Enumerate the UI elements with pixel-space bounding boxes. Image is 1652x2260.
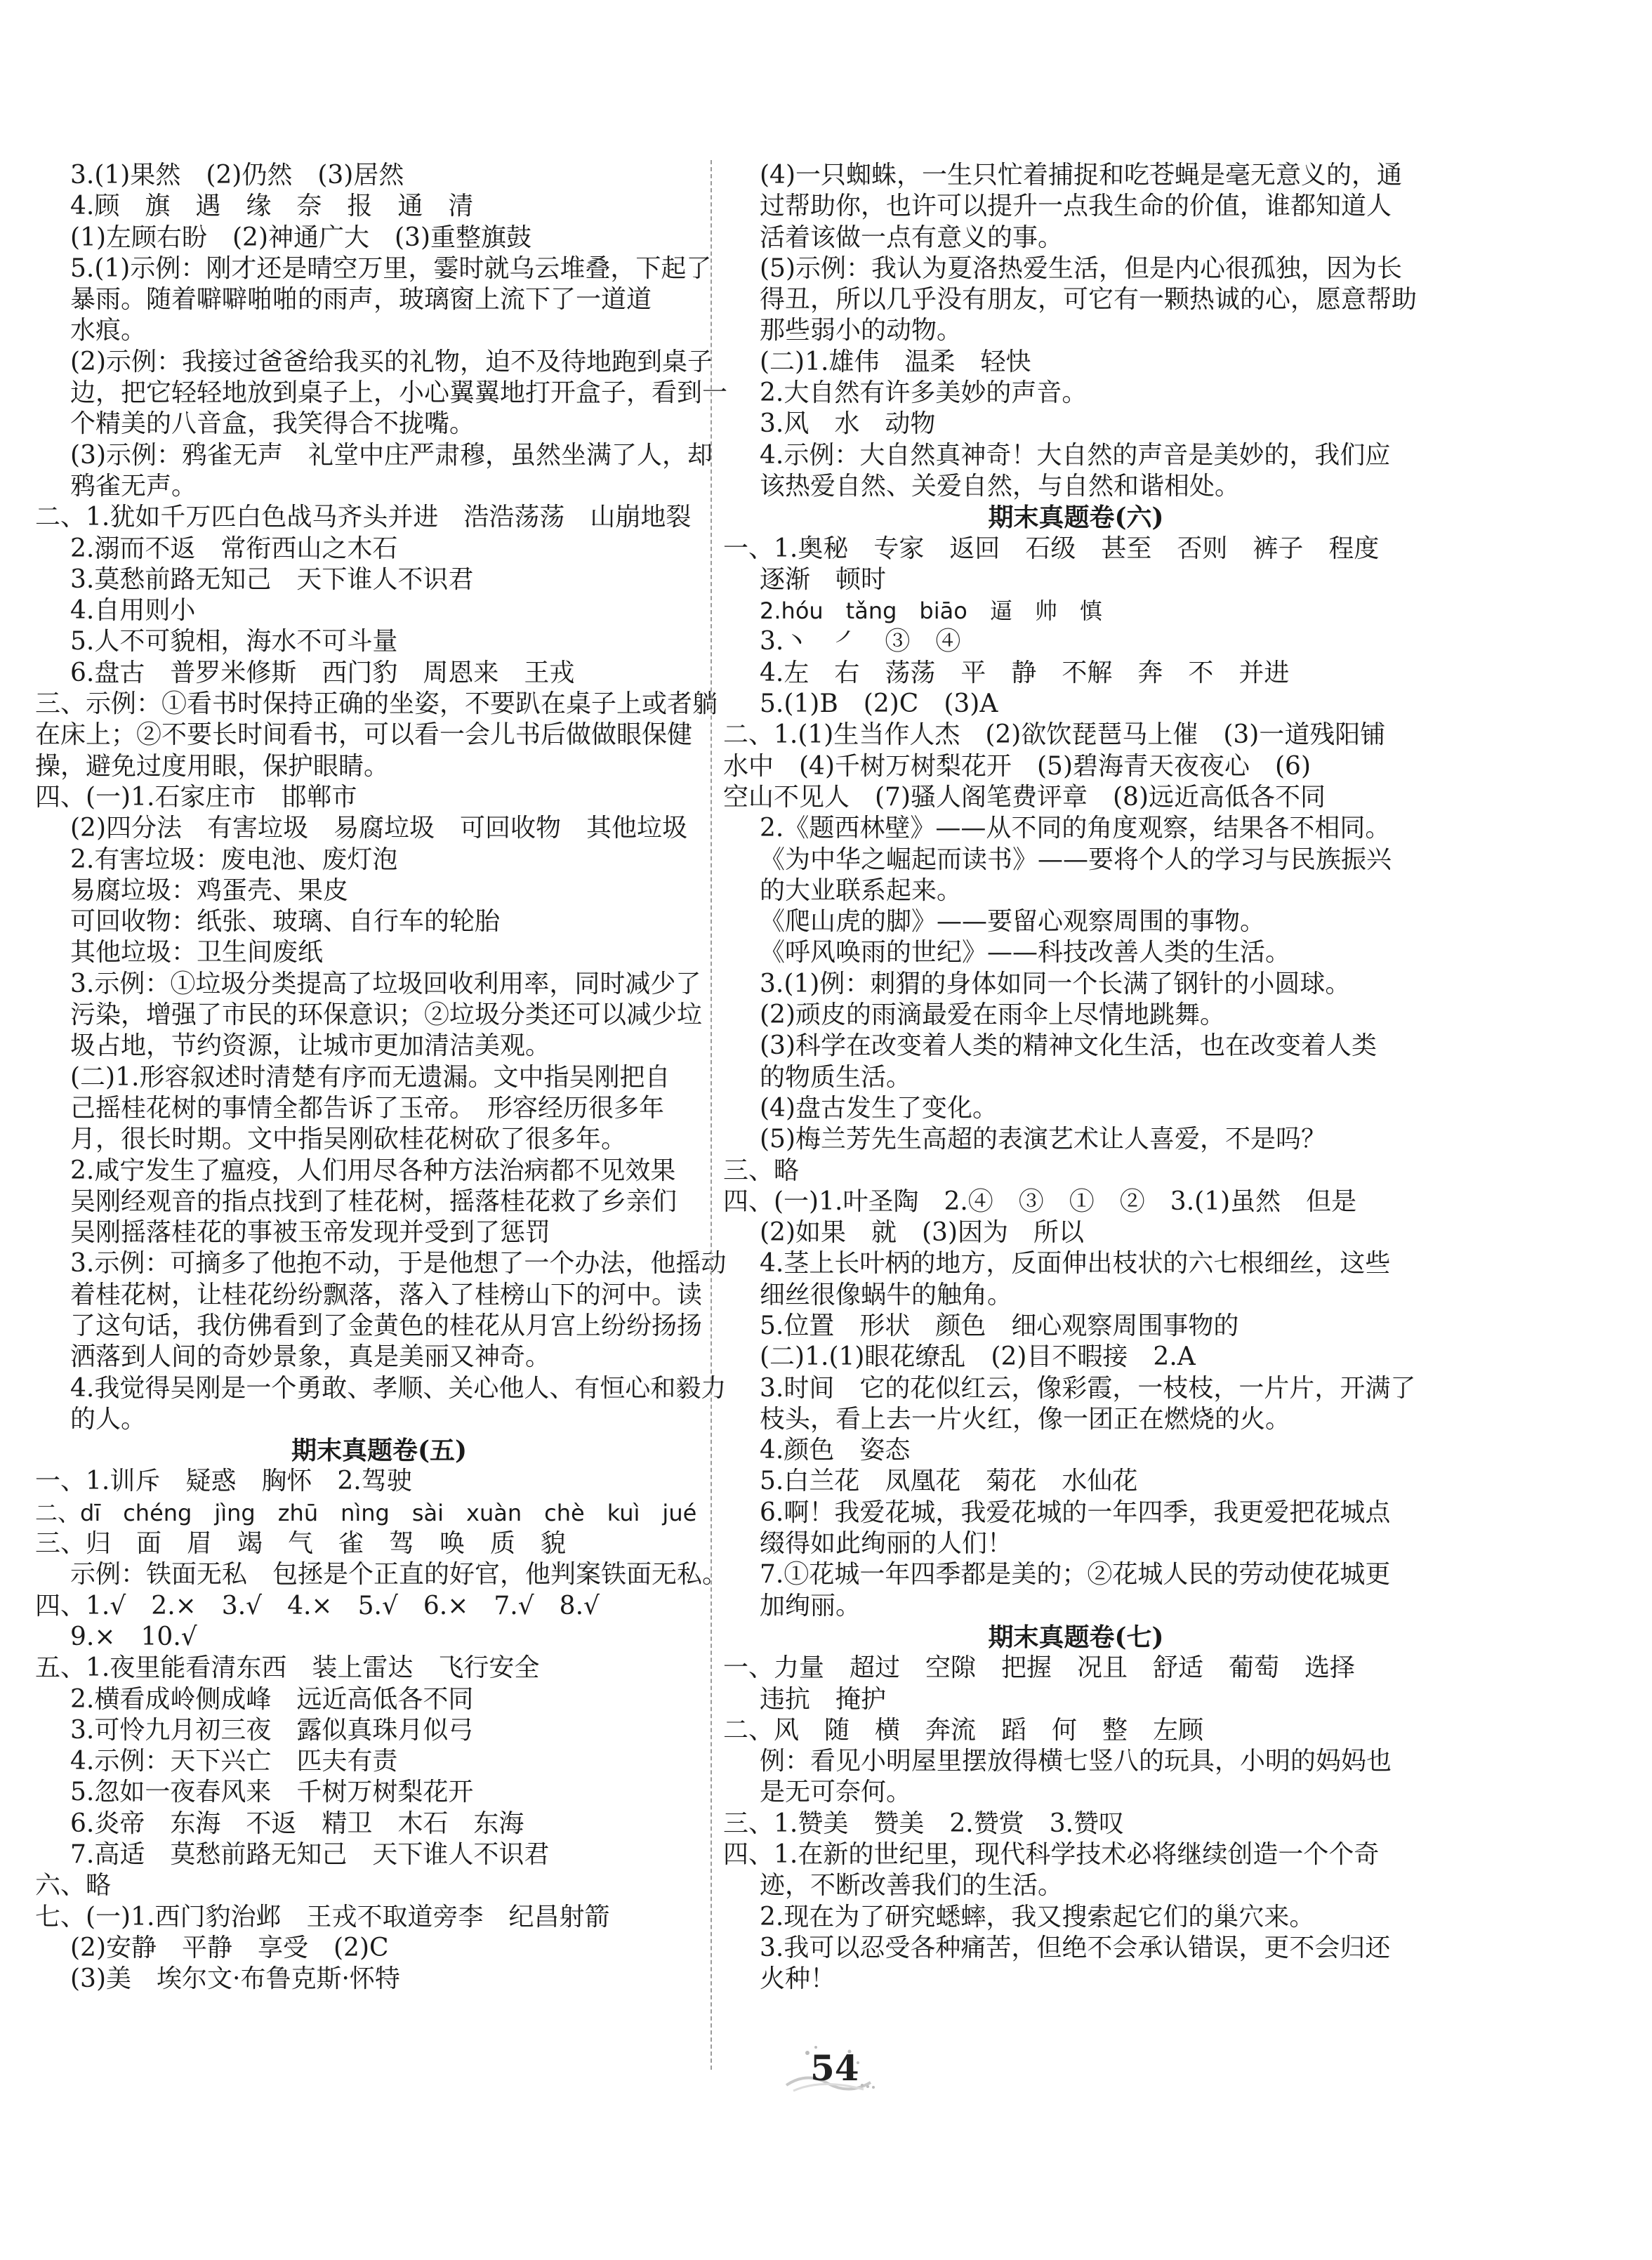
- left-answer-line: 圾占地，节约资源，让城市更加清洁美观。: [70, 1031, 551, 1061]
- left-answer-line: 操，避免过度用眼，保护眼睛。: [35, 751, 390, 781]
- right-column: [723, 160, 1457, 1995]
- right-answer-line: 一、力量 超过 空隙 把握 况且 舒适 葡萄 选择: [723, 1653, 1356, 1683]
- right-answer-line: (5)示例：我认为夏洛热爱生活，但是内心很孤独，因为长: [760, 253, 1402, 283]
- right-answer-line: (4)盘古发生了变化。: [760, 1093, 998, 1123]
- right-answer-line: 逐渐 顿时: [760, 564, 887, 594]
- left-answer-line: 2.咸宁发生了瘟疫，人们用尽各种方法治病都不见效果: [70, 1156, 676, 1185]
- right-answer-line: 违抗 掩护: [760, 1684, 887, 1714]
- left-answer-line: 4.我觉得吴刚是一个勇敢、孝顺、关心他人、有恒心和毅力: [70, 1373, 727, 1403]
- right-answer-line: 4.示例：大自然真神奇！大自然的声音是美妙的，我们应: [760, 440, 1391, 470]
- right-answer-line: 《为中华之崛起而读书》——要将个人的学习与民族振兴: [760, 845, 1392, 874]
- left-answer-line: 吴刚经观音的指点找到了桂花树，摇落桂花救了乡亲们: [70, 1187, 678, 1216]
- left-answer-line: 己摇桂花树的事情全都告诉了玉帝。 形容经历很多年: [70, 1093, 665, 1123]
- left-answer-line: 月，很长时期。文中指吴刚砍桂花树砍了很多年。: [70, 1125, 627, 1154]
- left-answer-line: 5.(1)示例：刚才还是晴空万里，霎时就乌云堆叠，下起了: [70, 253, 712, 283]
- page-number-badge: [779, 2043, 878, 2099]
- right-answer-line: 2.现在为了研究蟋蟀，我又搜索起它们的巢穴来。: [760, 1902, 1315, 1931]
- right-answer-line: 3.风 水 动物: [760, 409, 936, 439]
- left-answer-line: 5.人不可貌相，海水不可斗量: [70, 627, 398, 656]
- left-answer-line: 边，把它轻轻地放到桌子上，小心翼翼地打开盒子，看到一: [70, 378, 728, 408]
- right-answer-line: 缀得如此绚丽的人们！: [760, 1529, 1013, 1559]
- right-answer-line: 2.hóu tǎng biāo 逼 帅 慎: [760, 597, 1102, 625]
- left-answer-line: 七、(一)1.西门豹治邺 王戎不取道旁李 纪昌射箭: [35, 1902, 610, 1931]
- left-answer-line: 示例：铁面无私 包拯是个正直的好官，他判案铁面无私。: [70, 1560, 728, 1590]
- left-answer-line: 4.自用则小: [70, 596, 196, 626]
- right-answer-line: 三、1.赞美 赞美 2.赞赏 3.赞叹: [723, 1809, 1125, 1838]
- left-answer-line: 2.横看成岭侧成峰 远近高低各不同: [70, 1684, 474, 1714]
- left-answer-line: 3.莫愁前路无知己 天下谁人不识君: [70, 564, 474, 594]
- left-answer-line: 其他垃圾：卫生间废纸: [70, 938, 324, 967]
- left-answer-line: 吴刚摇落桂花的事被玉帝发现并受到了惩罚: [70, 1218, 551, 1248]
- right-answer-line: 3.丶 ㇒ ③ ④: [760, 627, 961, 656]
- right-answer-line: 2.《题西林壁》——从不同的角度观察，结果各不相同。: [760, 814, 1391, 843]
- right-answer-line: 那些弱小的动物。: [760, 316, 963, 345]
- right-answer-line: (二)1.雄伟 温柔 轻快: [760, 347, 1031, 376]
- left-answer-line: (2)示例：我接过爸爸给我买的礼物，迫不及待地跑到桌子: [70, 347, 713, 376]
- section-heading: 期末真题卷(五): [291, 1436, 468, 1466]
- left-column: [35, 160, 751, 1995]
- right-answer-line: 枝头，看上去一片火红，像一团正在燃烧的火。: [760, 1404, 1291, 1434]
- left-answer-line: 污染，增强了市民的环保意识；②垃圾分类还可以减少垃: [70, 1000, 703, 1030]
- left-answer-line: 6.盘古 普罗米修斯 西门豹 周恩来 王戎: [70, 658, 575, 687]
- left-answer-line: 2.溺而不返 常衔西山之木石: [70, 534, 398, 563]
- left-answer-line: (二)1.形容叙述时清楚有序而无遗漏。文中指吴刚把自: [70, 1062, 670, 1092]
- left-answer-line: 三、归 面 眉 竭 气 雀 驾 唤 质 貌: [35, 1529, 567, 1559]
- left-answer-line: 三、示例：①看书时保持正确的坐姿，不要趴在桌子上或者躺: [35, 689, 718, 719]
- left-answer-line: 3.示例：可摘多了他抱不动，于是他想了一个办法，他摇动: [70, 1249, 727, 1278]
- right-answer-line: 6.啊！我爱花城，我爱花城的一年四季，我更爱把花城点: [760, 1498, 1391, 1527]
- left-answer-line: 洒落到人间的奇妙景象，真是美丽又神奇。: [70, 1342, 551, 1372]
- right-answer-line: (3)科学在改变着人类的精神文化生活，也在改变着人类: [760, 1031, 1377, 1061]
- right-answer-line: 《呼风唤雨的世纪》——科技改善人类的生活。: [760, 938, 1291, 967]
- left-answer-line: 2.有害垃圾：废电池、废灯泡: [70, 845, 398, 874]
- right-answer-line: 例：看见小明屋里摆放得横七竖八的玩具，小明的妈妈也: [760, 1747, 1392, 1776]
- left-answer-line: 六、略: [35, 1871, 112, 1901]
- right-answer-line: 5.白兰花 凤凰花 菊花 水仙花: [760, 1467, 1138, 1496]
- left-answer-line: 3.示例：①垃圾分类提高了垃圾回收利用率，同时减少了: [70, 969, 701, 998]
- left-answer-line: 四、(一)1.石家庄市 邯郸市: [35, 782, 357, 812]
- left-answer-line: 易腐垃圾：鸡蛋壳、果皮: [70, 875, 349, 905]
- right-answer-line: (4)一只蜘蛛，一生只忙着捕捉和吃苍蝇是毫无意义的，通: [760, 161, 1402, 190]
- left-answer-line: 可回收物：纸张、玻璃、自行车的轮胎: [70, 907, 501, 937]
- left-answer-line: 在床上；②不要长时间看书，可以看一会儿书后做做眼保健: [35, 720, 693, 750]
- right-answer-line: 二、风 随 横 奔流 蹈 何 整 左顾: [723, 1715, 1204, 1745]
- right-answer-line: 5.(1)B (2)C (3)A: [760, 689, 998, 719]
- right-answer-line: 的大业联系起来。: [760, 875, 963, 905]
- right-answer-line: 一、1.奥秘 专家 返回 石级 甚至 否则 裤子 程度: [723, 534, 1380, 563]
- left-answer-line: (2)安静 平静 享受 (2)C: [70, 1933, 389, 1962]
- left-answer-line: (1)左顾右盼 (2)神通广大 (3)重整旗鼓: [70, 223, 531, 252]
- left-answer-line: 二、dī chéng jìng zhū nìng sài xuàn chè kuì jué: [35, 1499, 697, 1526]
- left-answer-line: 五、1.夜里能看清东西 装上雷达 飞行安全: [35, 1653, 540, 1683]
- right-answer-line: 《爬山虎的脚》——要留心观察周围的事物。: [760, 907, 1266, 937]
- left-answer-line: 鸦雀无声。: [70, 471, 197, 501]
- left-answer-line: 6.炎帝 东海 不返 精卫 木石 东海: [70, 1809, 524, 1838]
- right-answer-line: 3.我可以忍受各种痛苦，但绝不会承认错误，更不会归还: [760, 1933, 1391, 1962]
- right-answer-line: (2)如果 就 (3)因为 所以: [760, 1218, 1084, 1248]
- right-answer-line: 四、1.在新的世纪里，现代科学技术必将继续创造一个个奇: [723, 1840, 1380, 1870]
- right-answer-line: 的物质生活。: [760, 1062, 912, 1092]
- right-answer-line: 4.颜色 姿态: [760, 1436, 911, 1465]
- right-answer-line: 5.位置 形状 颜色 细心观察周围事物的: [760, 1311, 1239, 1340]
- right-answer-line: 四、(一)1.叶圣陶 2.④ ③ ① ② 3.(1)虽然 但是: [723, 1187, 1357, 1216]
- right-answer-line: 空山不见人 (7)骚人阁笔费评章 (8)远近高低各不同: [723, 782, 1326, 812]
- right-answer-line: 细丝很像蜗牛的触角。: [760, 1280, 1013, 1309]
- left-answer-line: 的人。: [70, 1404, 147, 1434]
- right-answer-line: 4.左 右 荡荡 平 静 不解 奔 不 并进: [760, 658, 1290, 687]
- right-answer-line: (5)梅兰芳先生高超的表演艺术让人喜爱，不是吗？: [760, 1125, 1326, 1154]
- right-answer-line: 迹，不断改善我们的生活。: [760, 1871, 1064, 1901]
- left-answer-line: 了这句话，我仿佛看到了金黄色的桂花从月宫上纷纷扬扬: [70, 1311, 703, 1340]
- column-divider: [711, 160, 712, 2070]
- right-answer-line: 活着该做一点有意义的事。: [760, 223, 1064, 252]
- right-answer-line: 得丑，所以几乎没有朋友，可它有一颗热诚的心，愿意帮助: [760, 285, 1418, 315]
- right-answer-line: 三、略: [723, 1156, 800, 1185]
- left-answer-line: 一、1.训斥 疑惑 胸怀 2.驾驶: [35, 1467, 412, 1496]
- left-answer-line: 4.示例：天下兴亡 匹夫有责: [70, 1747, 398, 1776]
- right-answer-line: 3.(1)例：刺猬的身体如同一个长满了钢针的小圆球。: [760, 969, 1351, 998]
- right-answer-line: 火种！: [760, 1964, 836, 1994]
- left-answer-line: (2)四分法 有害垃圾 易腐垃圾 可回收物 其他垃圾: [70, 814, 687, 843]
- left-answer-line: 3.(1)果然 (2)仍然 (3)居然: [70, 161, 404, 190]
- right-answer-line: 2.大自然有许多美妙的声音。: [760, 378, 1088, 408]
- left-answer-line: 四、1.√ 2.× 3.√ 4.× 5.√ 6.× 7.√ 8.√: [35, 1591, 600, 1620]
- left-answer-line: 暴雨。随着噼噼啪啪的雨声，玻璃窗上流下了一道道: [70, 285, 652, 315]
- left-answer-line: 水痕。: [70, 316, 147, 345]
- right-answer-line: 7.①花城一年四季都是美的；②花城人民的劳动使花城更: [760, 1560, 1391, 1590]
- right-answer-line: (二)1.(1)眼花缭乱 (2)目不暇接 2.A: [760, 1342, 1196, 1372]
- left-answer-line: 7.高适 莫愁前路无知己 天下谁人不识君: [70, 1840, 550, 1870]
- right-answer-line: 该热爱自然、关爱自然，与自然和谐相处。: [760, 471, 1241, 501]
- right-answer-line: 过帮助你，也许可以提升一点我生命的价值，谁都知道人: [760, 192, 1392, 221]
- right-answer-line: 是无可奈何。: [760, 1778, 912, 1807]
- section-heading: 期末真题卷(六): [988, 503, 1164, 533]
- right-answer-line: 加绚丽。: [760, 1591, 861, 1620]
- page-number: 54: [810, 2047, 859, 2089]
- left-answer-line: 9.× 10.√: [70, 1622, 197, 1651]
- left-answer-line: 个精美的八音盒，我笑得合不拢嘴。: [70, 409, 475, 439]
- left-answer-line: 3.可怜九月初三夜 露似真珠月似弓: [70, 1715, 474, 1745]
- right-answer-line: 水中 (4)千树万树梨花开 (5)碧海青天夜夜心 (6): [723, 751, 1311, 781]
- left-answer-line: 着桂花树，让桂花纷纷飘落，落入了桂榜山下的河中。读: [70, 1280, 703, 1309]
- left-answer-line: 5.忽如一夜春风来 千树万树梨花开: [70, 1778, 474, 1807]
- left-answer-line: 二、1.犹如千万匹白色战马齐头并进 浩浩荡荡 山崩地裂: [35, 503, 692, 532]
- right-answer-line: 4.茎上长叶柄的地方，反面伸出枝状的六七根细丝，这些: [760, 1249, 1391, 1278]
- left-answer-line: (3)美 埃尔文·布鲁克斯·怀特: [70, 1964, 400, 1994]
- left-answer-line: (3)示例：鸦雀无声 礼堂中庄严肃穆，虽然坐满了人，却: [70, 440, 713, 470]
- section-heading: 期末真题卷(七): [988, 1622, 1164, 1652]
- right-answer-line: (2)顽皮的雨滴最爱在雨伞上尽情地跳舞。: [760, 1000, 1225, 1030]
- right-answer-line: 3.时间 它的花似红云，像彩霞，一枝枝，一片片，开满了: [760, 1373, 1416, 1403]
- right-answer-line: 二、1.(1)生当作人杰 (2)欲饮琵琶马上催 (3)一道残阳铺: [723, 720, 1386, 750]
- left-answer-line: 4.顾 旗 遇 缘 奈 报 通 清: [70, 192, 474, 221]
